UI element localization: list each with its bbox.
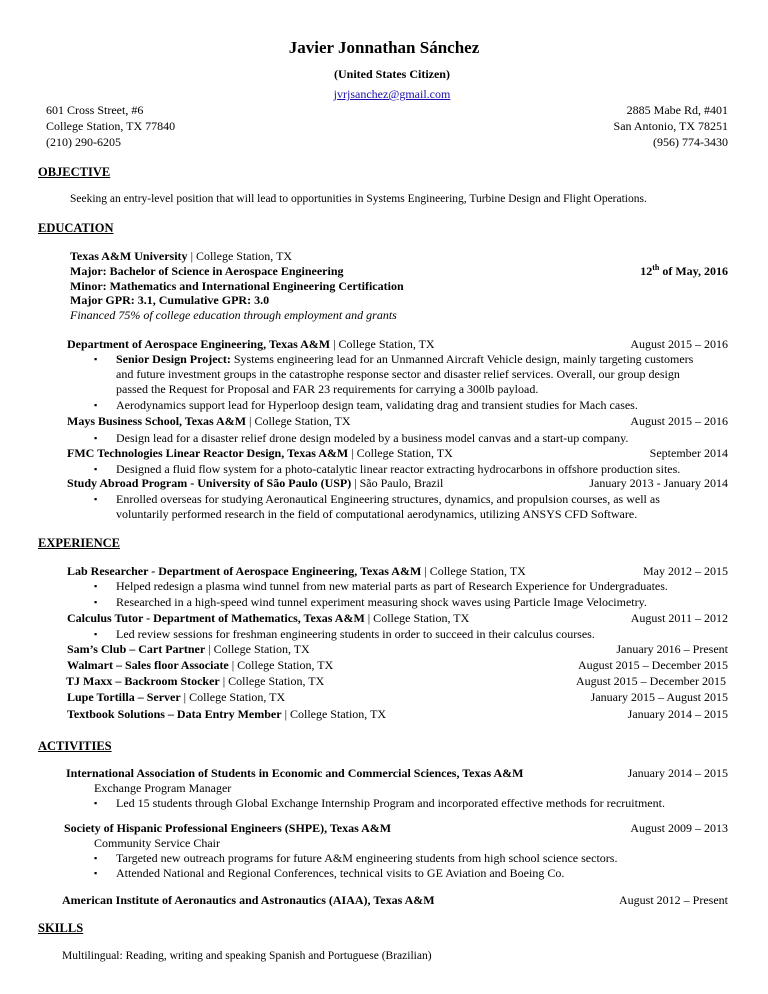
- bullet-icon: ▪: [94, 798, 98, 808]
- bullet-icon: ▪: [94, 354, 98, 364]
- citizenship: (United States Citizen): [334, 67, 450, 81]
- graduation-date: [640, 263, 728, 279]
- gpr: Major GPR: 3.1, Cumulative GPR: 3.0: [70, 293, 270, 307]
- exp-loc: | College Station, TX: [364, 611, 470, 625]
- address-left-2: College Station, TX 77840: [46, 119, 176, 133]
- address-right-2: San Antonio, TX 78251: [613, 119, 728, 133]
- graduation-rest: of May, 2016: [659, 264, 728, 278]
- graduation-suffix: th: [652, 263, 660, 272]
- senior-design-line-1: Systems engineering lead for an Unmanned Aircraft Vehicle design, mainly targeting customers: [230, 352, 694, 366]
- bullet-icon: ▪: [94, 464, 98, 474]
- exp-loc: | College Station, TX: [180, 690, 286, 704]
- edu-loc: | College Station, TX: [348, 446, 453, 460]
- email-row: [8, 86, 768, 102]
- bullet-icon: ▪: [94, 853, 98, 863]
- exp-loc: | College Station, TX: [421, 564, 526, 578]
- school-name: Texas A&M University: [70, 249, 188, 263]
- bullet-icon: ▪: [94, 400, 98, 410]
- edu-loc: | São Paulo, Brazil: [351, 476, 444, 490]
- minor: Minor: Mathematics and International Engineering Certification: [70, 279, 404, 293]
- exp-loc: | College Station, TX: [281, 707, 387, 721]
- edu-loc: | College Station, TX: [246, 414, 351, 428]
- exp-entry-title: [67, 563, 526, 579]
- exp-org: Calculus Tutor - Department of Mathematics, Texas A&M: [67, 611, 365, 625]
- bullet-text: Researched in a high-speed wind tunnel experiment measuring shock waves using Particle Image Velocimetry.: [116, 595, 647, 609]
- edu-date: September 2014: [649, 446, 728, 460]
- activity-date: January 2014 – 2015: [627, 766, 728, 780]
- exp-date: May 2012 – 2015: [643, 564, 728, 578]
- school-line: [70, 248, 292, 264]
- exp-date: January 2015 – August 2015: [590, 690, 728, 704]
- bullet-text: Led review sessions for freshman engineering students in order to succeed in their calculus courses.: [116, 627, 595, 641]
- skills-heading: SKILLS: [38, 921, 84, 935]
- activity-org: International Association of Students in Economic and Commercial Sciences, Texas A&M: [66, 766, 524, 780]
- edu-date: January 2013 - January 2014: [589, 476, 728, 490]
- address-right-1: 2885 Mabe Rd, #401: [626, 103, 728, 117]
- edu-entry-title: [67, 475, 443, 491]
- senior-design-line-3: passed the Request for Proposal and FAR 23 requirements for carrying a 300lb payload.: [116, 382, 539, 396]
- exp-date: August 2011 – 2012: [630, 611, 728, 625]
- exp-org: Walmart – Sales floor Associate: [67, 658, 229, 672]
- school-sep: |: [187, 249, 196, 263]
- edu-loc: | College Station, TX: [330, 337, 435, 351]
- exp-org: Textbook Solutions – Data Entry Member: [67, 707, 282, 721]
- exp-date: August 2015 – December 2015: [578, 658, 728, 672]
- exp-loc: | College Station, TX: [219, 674, 325, 688]
- bullet-text: Attended National and Regional Conferences, technical visits to GE Aviation and Boeing Co.: [116, 866, 565, 880]
- objective-heading: OBJECTIVE: [38, 165, 111, 179]
- bullet-icon: ▪: [94, 494, 98, 504]
- activity-date: August 2009 – 2013: [630, 821, 728, 835]
- activity-date: August 2012 – Present: [619, 893, 728, 907]
- exp-entry-title: [67, 610, 469, 626]
- resume-name: Javier Jonnathan Sánchez: [288, 38, 480, 57]
- phone-left: (210) 290-6205: [46, 135, 121, 149]
- exp-org: Lab Researcher - Department of Aerospace Engineering, Texas A&M: [67, 564, 422, 578]
- exp-entry-title: [67, 657, 333, 673]
- bullet-text: Enrolled overseas for studying Aeronautical Engineering structures, dynamics, and propulsion courses, as well as: [116, 492, 660, 506]
- edu-date: August 2015 – 2016: [630, 337, 728, 351]
- address-left-1: 601 Cross Street, #6: [46, 103, 144, 117]
- edu-org: Department of Aerospace Engineering, Texas A&M: [67, 337, 331, 351]
- edu-entry-title: [67, 445, 453, 461]
- edu-org: FMC Technologies Linear Reactor Design, Texas A&M: [67, 446, 349, 460]
- financed-note: Financed 75% of college education through employment and grants: [70, 308, 397, 322]
- bullet-text: Designed a fluid flow system for a photo-catalytic linear reactor extracting hydrocarbons in offshore production sites.: [116, 462, 681, 476]
- exp-org: Lupe Tortilla – Server: [67, 690, 181, 704]
- exp-loc: | College Station, TX: [228, 658, 334, 672]
- bullet-text: Targeted new outreach programs for future A&M engineering students from high school science sectors.: [116, 851, 618, 865]
- exp-entry-title: [67, 706, 386, 722]
- activity-role: Community Service Chair: [94, 836, 220, 850]
- bullet-icon: ▪: [94, 581, 98, 591]
- email-link[interactable]: jvrjsanchez@gmail.com: [333, 87, 451, 101]
- exp-entry-title: [66, 673, 324, 689]
- major: Major: Bachelor of Science in Aerospace Engineering: [70, 264, 344, 278]
- edu-entry-title: [67, 413, 351, 429]
- senior-design-line-2: and future investment groups in the catastrophe response sector and disaster relief services. Overall, our group design: [116, 367, 680, 381]
- school-location: College Station, TX: [195, 249, 293, 263]
- activity-org: American Institute of Aeronautics and Astronautics (AIAA), Texas A&M: [62, 893, 435, 907]
- activities-heading: ACTIVITIES: [38, 739, 112, 753]
- senior-design-label: Senior Design Project:: [116, 352, 231, 366]
- exp-date: January 2016 – Present: [616, 642, 728, 656]
- bullet-text: Helped redesign a plasma wind tunnel from new material parts as part of Research Experience for Undergraduates.: [116, 579, 668, 593]
- bullet-text: [116, 351, 693, 367]
- graduation-day: 12: [640, 264, 653, 278]
- bullet-icon: ▪: [94, 629, 98, 639]
- edu-entry-title: [67, 336, 435, 352]
- education-heading: EDUCATION: [38, 221, 114, 235]
- exp-org: Sam’s Club – Cart Partner: [67, 642, 206, 656]
- exp-org: TJ Maxx – Backroom Stocker: [66, 674, 220, 688]
- objective-text: Seeking an entry-level position that will lead to opportunities in Systems Engineering, Turbine Design and Flight Operations.: [70, 193, 647, 205]
- exp-date: January 2014 – 2015: [627, 707, 728, 721]
- exp-entry-title: [67, 689, 285, 705]
- edu-org: Mays Business School, Texas A&M: [67, 414, 247, 428]
- exp-entry-title: [67, 641, 310, 657]
- bullet-text-cont: voluntarily performed research in the field of computational aerodynamics, utilizing ANSYS CFD Software.: [116, 507, 638, 521]
- exp-date: August 2015 – December 2015: [576, 674, 726, 688]
- bullet-text: Design lead for a disaster relief drone design modeled by a business model canvas and a start-up company.: [116, 431, 629, 445]
- edu-org: Study Abroad Program - University of São Paulo (USP): [67, 476, 352, 490]
- edu-date: August 2015 – 2016: [630, 414, 728, 428]
- activity-org: Society of Hispanic Professional Engineers (SHPE), Texas A&M: [64, 821, 392, 835]
- activity-role: Exchange Program Manager: [94, 781, 232, 795]
- skills-text: Multilingual: Reading, writing and speaking Spanish and Portuguese (Brazilian): [62, 950, 432, 962]
- experience-heading: EXPERIENCE: [38, 536, 120, 550]
- phone-right: (956) 774-3430: [653, 135, 728, 149]
- bullet-icon: ▪: [94, 433, 98, 443]
- bullet-icon: ▪: [94, 597, 98, 607]
- exp-loc: | College Station, TX: [205, 642, 310, 656]
- bullet-icon: ▪: [94, 868, 98, 878]
- bullet-text: Aerodynamics support lead for Hyperloop design team, validating drag and transient studies for Mach cases.: [116, 398, 638, 412]
- bullet-text: Led 15 students through Global Exchange Internship Program and incorporated effective methods for recruitment.: [116, 796, 665, 810]
